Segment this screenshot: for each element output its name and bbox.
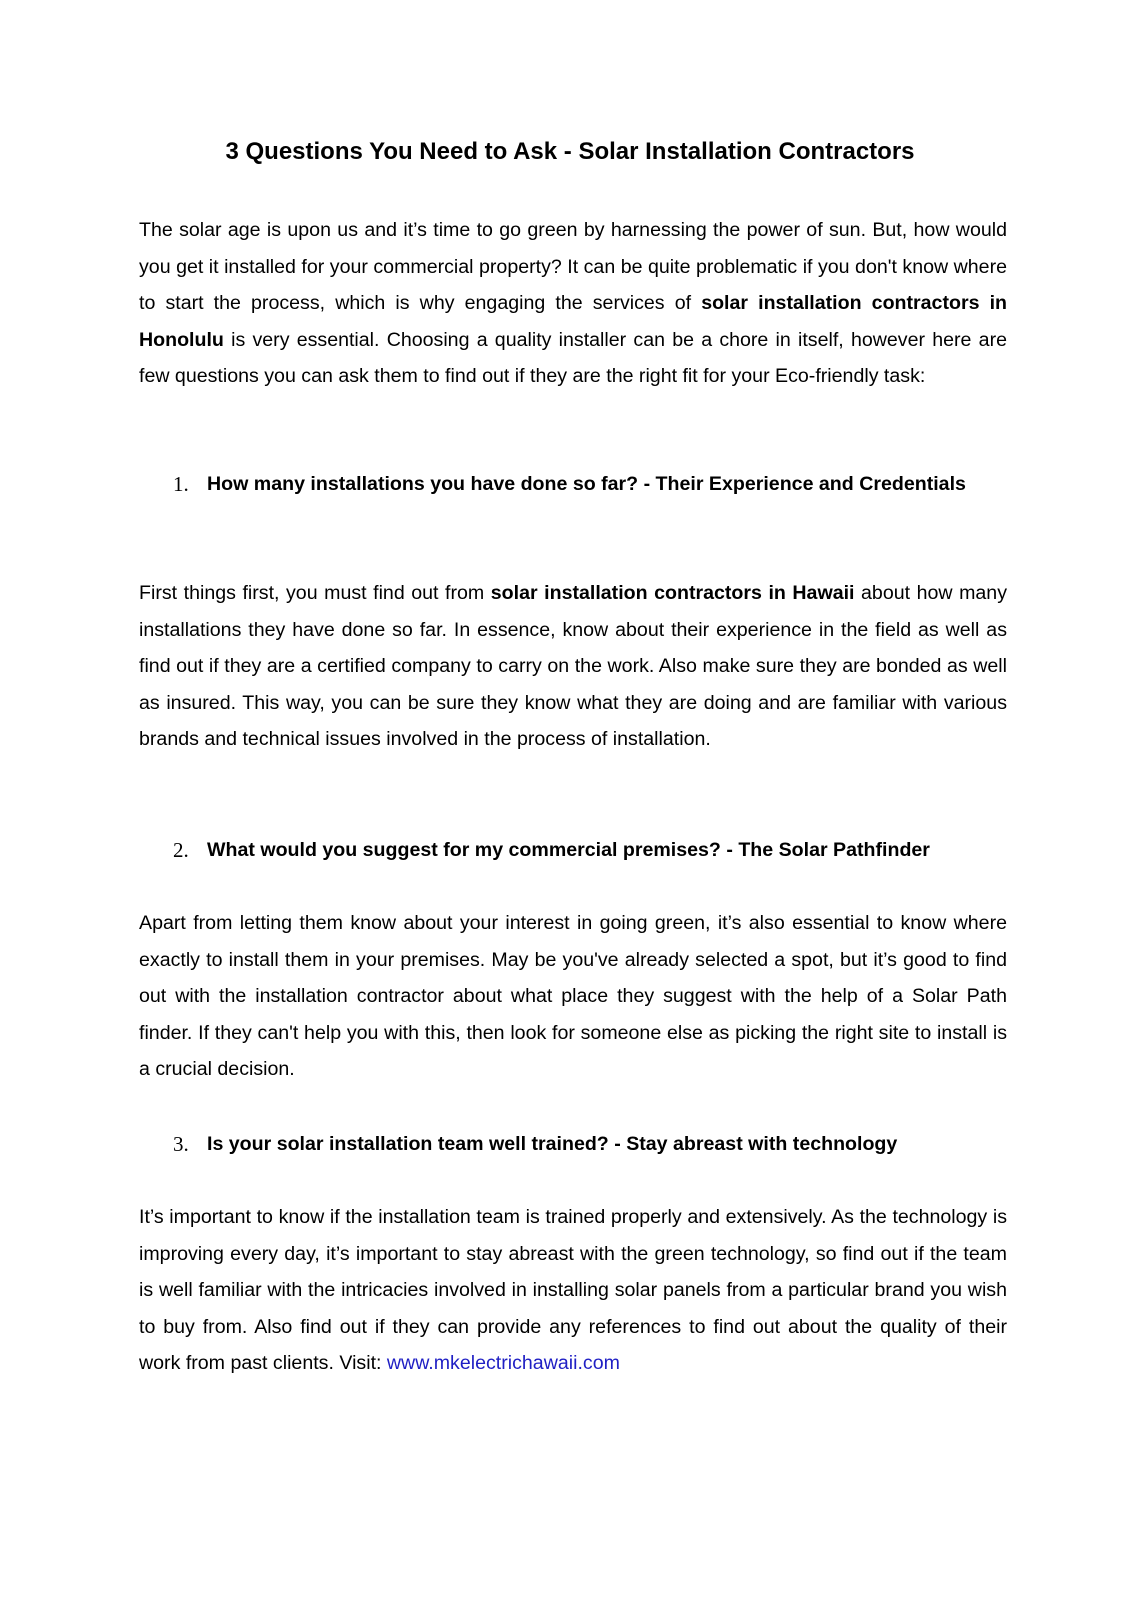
answer-2-paragraph: Apart from letting them know about your interest in going green, it’s also essential to know where exactly to install them in your premises. May be you've already selected a spot, but it’s good to find out with the installation contractor about what place they suggest with the help of a Solar Path finder. If they can't help you with this, then look for someone else as picking the right site to install is a crucial decision. [139,912,1007,1080]
website-link[interactable]: www.mkelectrichawaii.com [386,1352,620,1374]
question-3-number: 3. [173,1132,189,1156]
intro-text-2: is very essential. Choosing a quality installer can be a chore in itself, however here are few questions you can ask them to find out if they are the right fit for your Eco-friendly task: [139,328,1007,387]
question-1-heading [139,466,1007,503]
intro-text-1: The solar age is upon us and it’s time to go green by harnessing the power of sun. But, how would you get it installed for your commercial property? It can be quite problematic if you don't know where to start the process, which is why engaging the services of [139,219,1007,314]
answer-1-bold-phrase: solar installation contractors in Hawaii [490,582,855,604]
answer-3-text: It’s important to know if the installation team is trained properly and extensively. As the technology is improving every day, it’s important to stay abreast with the green technology, so find out if the team is well familiar with the intricacies involved in installing solar panels from a particular brand you wish to buy from. Also find out if they can provide any references to find out about the quality of their work from past clients. Visit: [139,1206,1007,1374]
answer-1-text-1: First things first, you must find out from [139,582,491,604]
question-2-text: What would you suggest for my commercial premises? - The Solar Pathfinder [207,839,930,861]
question-1-text: How many installations you have done so far? - Their Experience and Credentials [207,473,966,495]
question-2-heading [139,832,1007,869]
answer-1-text-2: about how many installations they have done so far. In essence, know about their experience in the field as well as find out if they are a certified company to carry on the work. Also make sure they are bonded as well as insured. This way, you can be sure they know what they are doing and are familiar with various brands and technical issues involved in the process of installation. [139,582,1007,750]
intro-paragraph [139,212,1007,395]
answer-1-paragraph [139,575,1007,758]
question-2-number: 2. [173,838,189,862]
question-1-number: 1. [173,472,189,496]
document-title: 3 Questions You Need to Ask - Solar Installation Contractors [225,138,915,165]
question-3-heading [139,1126,1007,1163]
answer-3-paragraph [139,1199,1007,1382]
intro-bold-phrase: solar installation contractors in Honolulu [139,292,1007,351]
question-3-text: Is your solar installation team well trained? - Stay abreast with technology [207,1133,898,1155]
